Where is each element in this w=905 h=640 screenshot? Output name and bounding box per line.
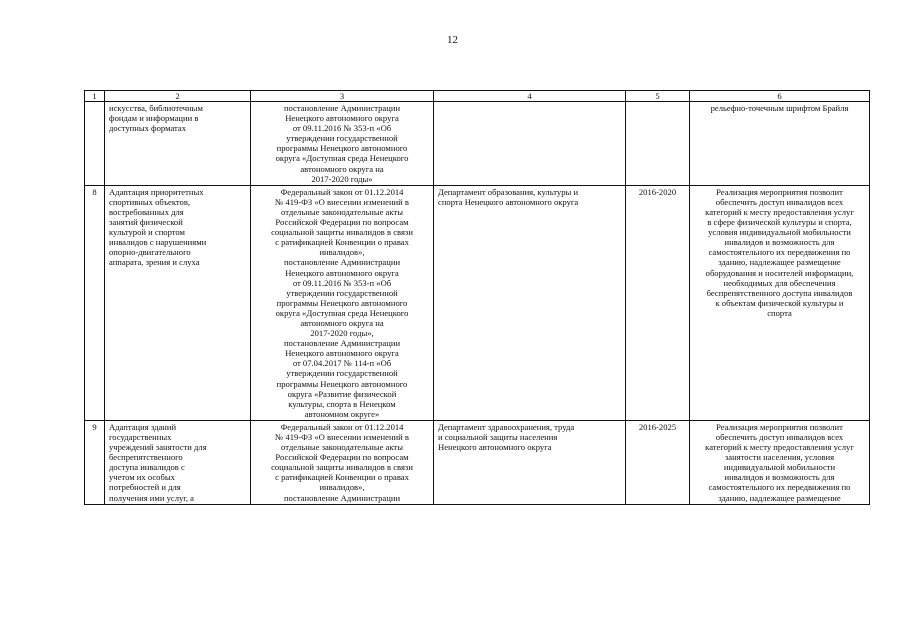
measure-name [105,102,251,186]
cell-line: обеспечить доступ инвалидов всех [715,432,844,442]
cell-line: Российской Федерации по вопросам [275,217,409,228]
cell-line: необходимых для обеспечения [723,277,836,288]
cell-line: доступных форматах [109,123,187,134]
legal-basis [251,102,434,186]
cell-line: автономного округа на [300,317,384,328]
cell-line: Адаптация приоритетных [109,186,204,197]
cell-line: самостоятельного их передвижения по [708,247,851,258]
cell-line: Ненецкого автономного округа [285,348,399,359]
cell-line: постановление Администрации [283,257,401,268]
cell-line: категорий к месту предоставления услуг [705,206,854,217]
cell-line: постановление Администрации [283,338,401,349]
cell-line: программы Ненецкого автономного [276,378,408,389]
row-number: 9 [85,420,105,504]
page-number: 12 [447,34,458,46]
cell-line: утверждении государственной [286,368,398,379]
column-number: 3 [251,91,434,102]
table-row [85,420,870,504]
cell-line: искусства, библиотечным [109,103,203,113]
responsible-executor [434,420,626,504]
cell-line: спорта Ненецкого автономного округа [438,196,579,207]
cell-line: к объектам физической культуры и [715,297,844,308]
cell-line: округа «Доступная среда Ненецкого [275,153,409,164]
table-row [85,185,870,420]
row-number [85,102,105,186]
cell-line: от 07.04.2017 № 114-п «Об [292,358,392,369]
cell-line: фондам и информации в [109,113,199,124]
cell-line: утверждении государственной [286,133,398,144]
cell-line: беспрепятственного [109,452,183,463]
cell-line: востребованных для [109,206,184,217]
cell-line: учреждений занятости для [109,442,207,453]
cell-line: социальной защиты инвалидов в связи [271,227,413,238]
cell-line: автономном округе» [304,408,380,419]
responsible-executor [434,102,626,186]
cell-line: № 419-ФЗ «О внесении изменений в [275,196,409,207]
cell-line: социальной защиты инвалидов в связи [271,462,413,473]
cell-line: 2017-2020 годы» [311,173,373,184]
cell-line: в сфере физической культуры и спорта, [707,217,852,228]
column-number: 4 [434,91,626,102]
legal-basis [251,185,434,420]
expected-result [690,420,870,504]
column-number: 2 [105,91,251,102]
column-number-row [85,91,870,102]
cell-line: Адаптация зданий [109,421,177,432]
responsible-executor [434,185,626,420]
cell-line: самостоятельного их передвижения по [708,482,851,493]
cell-line: Департамент образования, культуры и [438,186,579,197]
cell-line: индивидуальной мобильности [723,462,836,473]
cell-line: Реализация мероприятия позволит [716,186,843,197]
cell-line: Ненецкого автономного округа [438,442,552,453]
implementation-period: 2016-2020 [626,185,690,420]
cell-line: отдельные законодательные акты [281,442,403,453]
implementation-period: 2016-2025 [626,420,690,504]
measure-name [105,185,251,420]
cell-line: учетом их особых [109,472,175,483]
cell-line: инвалидов и возможность для [724,237,835,248]
cell-line: культурой и спортом [109,227,185,238]
cell-line: беспрепятственного доступа инвалидов [706,287,853,298]
row-number: 8 [85,185,105,420]
cell-line: государственных [109,432,172,442]
cell-line: Российской Федерации по вопросам [275,452,409,463]
cell-line: Федеральный закон от 01.12.2014 [280,186,404,197]
cell-line: Федеральный закон от 01.12.2014 [280,421,404,432]
cell-line: опорно-двигательного [109,247,191,258]
cell-line: округа «Развитие физической [287,388,397,399]
cell-line: спортивных объектов, [109,196,191,207]
cell-line: отдельные законодательные акты [281,206,403,217]
cell-line: культуры, спорта в Ненецком [288,398,396,409]
cell-line: программы Ненецкого автономного [276,297,408,308]
expected-result [690,185,870,420]
cell-line: зданию, надлежащее размещение [718,257,841,268]
cell-line: доступа инвалидов с [109,462,185,473]
cell-line: рельефно-точечным шрифтом Брайля [710,103,849,113]
cell-line: с ратификацией Конвенции о правах [275,237,409,248]
cell-line: утверждении государственной [286,287,398,298]
cell-line: занятости населения, условия [724,452,835,463]
column-number: 1 [85,91,105,102]
cell-line: с ратификацией Конвенции о правах [275,472,409,483]
cell-line: Реализация мероприятия позволит [716,421,843,432]
cell-line: аппарата, зрения и слуха [109,257,200,268]
cell-line: от 09.11.2016 № 353-п «Об [292,123,392,134]
cell-line: инвалидов», [319,247,365,258]
column-number: 6 [690,91,870,102]
cell-line: 2017-2020 годы», [310,328,374,339]
cell-line: занятий физической [109,217,183,228]
cell-line: автономного округа на [300,163,384,174]
cell-line: Ненецкого автономного округа [285,113,399,124]
cell-line: потребностей и для [109,482,181,493]
cell-line: постановление Администрации [283,492,401,503]
measures-table [84,90,870,505]
cell-line: и социальной защиты населения [438,432,558,442]
measure-name [105,420,251,504]
cell-line: оборудования и носителей информации, [705,267,854,278]
column-number: 5 [626,91,690,102]
cell-line: категорий к месту предоставления услуг [705,442,854,453]
cell-line: инвалидов с нарушениями [109,237,207,248]
legal-basis [251,420,434,504]
cell-line: от 09.11.2016 № 353-п «Об [292,277,392,288]
cell-line: получения ими услуг, а [109,492,194,503]
implementation-period [626,102,690,186]
table-row [85,102,870,186]
cell-line: Департамент здравоохранения, труда [438,421,575,432]
cell-line: спорта [767,307,792,318]
cell-line: округа «Доступная среда Ненецкого [275,307,409,318]
cell-line: Ненецкого автономного округа [285,267,399,278]
cell-line: инвалидов и возможность для [724,472,835,483]
cell-line: инвалидов», [319,482,365,493]
cell-line: условия индивидуальной мобильности [708,227,851,238]
cell-line: программы Ненецкого автономного [276,143,408,154]
cell-line: зданию, надлежащее размещение [718,492,841,503]
cell-line: постановление Администрации [283,103,401,113]
cell-line: № 419-ФЗ «О внесении изменений в [275,432,409,442]
cell-line: обеспечить доступ инвалидов всех [715,196,844,207]
expected-result [690,102,870,186]
